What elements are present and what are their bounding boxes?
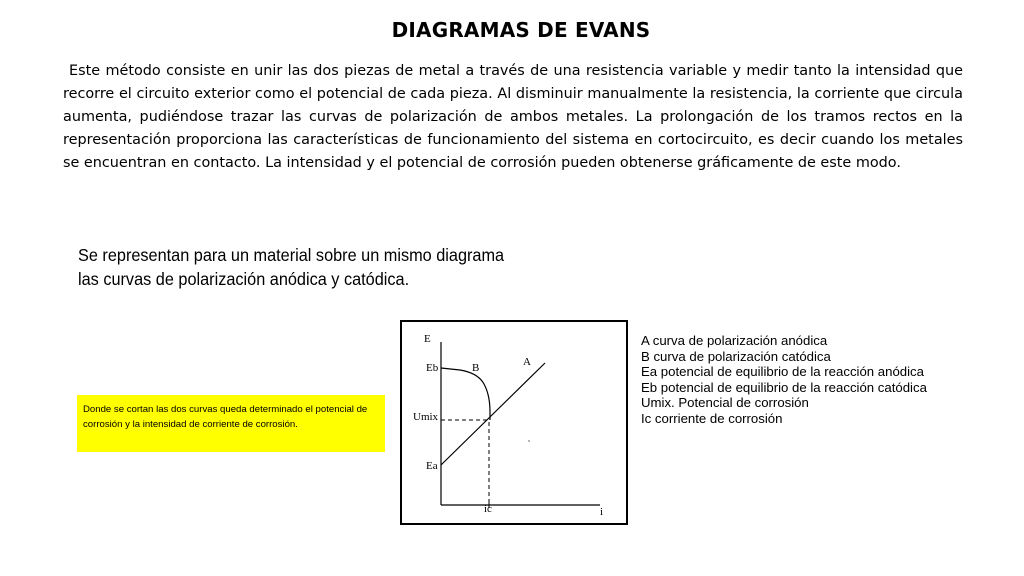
ea-label: Ea xyxy=(426,460,438,472)
eb-label: Eb xyxy=(426,362,439,374)
highlight-note: Donde se cortan las dos curvas queda determinado el potencial de corrosión y la intensidad de corriente de corrosión. xyxy=(77,395,385,452)
legend-item: Eb potencial de equilibrio de la reacción catódica xyxy=(641,379,927,395)
legend-item: A curva de polarización anódica xyxy=(641,333,828,348)
legend-item: Ic corriente de corrosión xyxy=(641,410,783,426)
evans-diagram xyxy=(400,320,628,525)
legend-item: Umix. Potencial de corrosión xyxy=(641,395,809,410)
stray-dot xyxy=(528,440,529,441)
ic-label: ic xyxy=(484,503,492,515)
legend-item: Ea potencial de equilibrio de la reacción anódica xyxy=(641,364,924,379)
subtitle: Se representan para un material sobre un mismo diagrama las curvas de polarización anódica y catódica. xyxy=(78,245,505,289)
umix-label: Umix xyxy=(413,411,439,423)
intro-paragraph: Este método consiste en unir las dos piezas de metal a través de una resistencia variable y medir tanto la intensidad que recorre el circuito exterior como el potencial de cada pieza. Al disminuir manualmente la resistencia, la corriente que circula aumenta, pudiéndose trazar las curvas de polarización de ambos metales. La prolongación de los tramos rectos en la representación proporciona las características de funcionamiento del sistema en cortocircuito, es decir cuando los metales se encuentran en contacto. La intensidad y el potencial de corrosión pueden obtenerse gráficamente de este modo. xyxy=(63,63,963,171)
legend-item: B curva de polarización catódica xyxy=(641,348,831,364)
page-title: DIAGRAMAS DE EVANS xyxy=(391,18,651,42)
y-axis-label: E xyxy=(424,333,431,345)
legend xyxy=(641,333,961,426)
x-axis-label: i xyxy=(600,506,604,518)
curve-a-label: A xyxy=(523,356,531,368)
curve-b-label: B xyxy=(472,362,480,374)
